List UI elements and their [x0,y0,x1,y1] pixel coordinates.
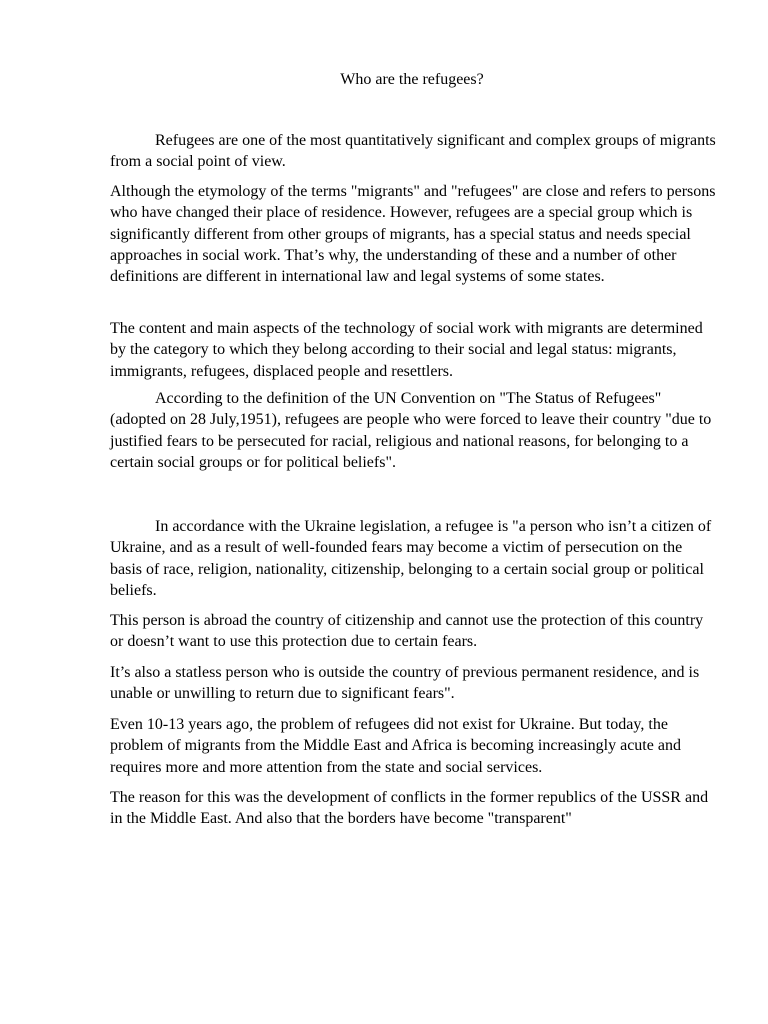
paragraph-ukraine-problem: Even 10-13 years ago, the problem of refugees did not exist for Ukraine. But today, the problem of migrants from the Middle East and Africa is becoming increasingly acute and requires more and more attention from the state and social services. [110,716,681,776]
paragraph-un-convention: According to the definition of the UN Convention on "The Status of Refugees" (adopted on 28 July,1951), refugees are people who were forced to leave their country "due to justified fears to be persecuted for racial, religious and national reasons, for belonging to a certain social groups or for political beliefs". [110,390,712,471]
document-title: Who are the refugees? [340,71,484,88]
paragraph-conflict-reasons: The reason for this was the development of conflicts in the former republics of the USSR and in the Middle East. And also that the borders have become "transparent" [110,789,709,828]
paragraph-social-work-technology: The content and main aspects of the technology of social work with migrants are determined by the category to which they belong according to their social and legal status: migrants, immigrants, refugees, displaced people and resettlers. [110,320,703,380]
paragraph-abroad-protection: This person is abroad the country of citizenship and cannot use the protection of this country or doesn’t want to use this protection due to certain fears. [110,612,704,651]
paragraph-ukraine-legislation: In accordance with the Ukraine legislation, a refugee is "a person who isn’t a citizen of Ukraine, and as a result of well-founded fears may become a victim of persecution on the basis of race, religion, nationality, citizenship, belonging to a certain social group or political beliefs. [110,518,712,599]
paragraph-stateless-person: It’s also a statless person who is outside the country of previous permanent residence, and is unable or unwilling to return due to significant fears". [110,664,700,703]
paragraph-etymology: Although the etymology of the terms "migrants" and "refugees" are close and refers to persons who have changed their place of residence. However, refugees are a special group which is significantly different from other groups of migrants, has a special status and needs special approaches in social work. That’s why, the understanding of these and a number of other definitions are different in international law and legal systems of some states. [110,183,716,286]
paragraph-refugees-definition: Refugees are one of the most quantitatively significant and complex groups of migrants from a social point of view. [110,132,716,171]
